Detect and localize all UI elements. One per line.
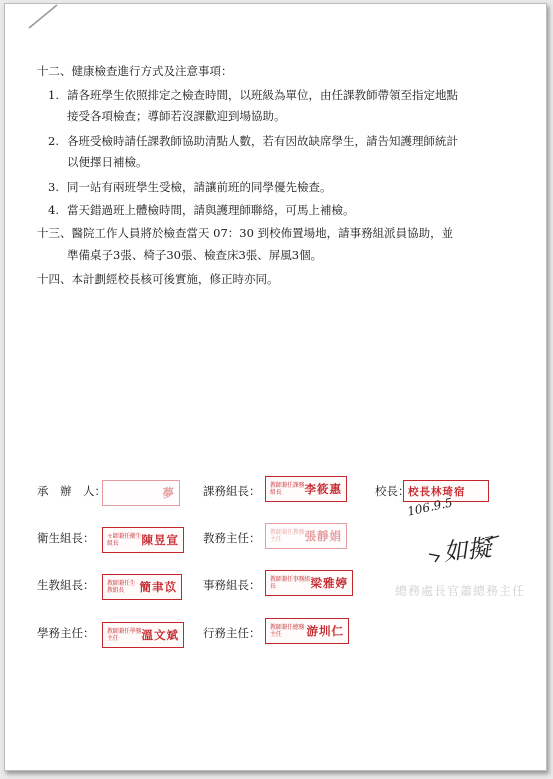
stamp-name: 溫文斌	[141, 628, 179, 642]
document-page	[4, 3, 547, 771]
stamp-title: 教師兼任學務主任	[107, 628, 142, 642]
stamp-course-head	[265, 476, 347, 502]
section-14-heading: 十四、本計劃經校長核可後實施，修正時亦同。	[37, 272, 279, 286]
label-general-affairs-director: 行務主任：	[203, 626, 261, 640]
item-2-line-2: 以便擇日補檢。	[67, 155, 148, 169]
stamp-hygiene-head	[102, 527, 184, 553]
approval-strokes	[425, 534, 505, 564]
stamp-name: 張靜娟	[304, 529, 342, 543]
approval-date: 106.9.5	[406, 495, 454, 519]
stamp-academic-director	[265, 523, 347, 549]
label-affairs-head: 事務組長：	[203, 578, 261, 592]
label-student-affairs-director: 學務主任：	[37, 626, 95, 640]
stamp-affairs-head	[265, 570, 353, 596]
section-13-continuation: 準備桌子3張、椅子30張、檢查床3張、屏風3個。	[67, 248, 323, 262]
stamp-name: 陳昱宣	[141, 533, 179, 547]
stamp-title: 教師兼任事務組長	[270, 576, 310, 590]
stamp-general-affairs-director	[265, 618, 349, 644]
item-number: 1.	[48, 88, 59, 102]
stamp-name: 簡聿苡	[139, 580, 177, 594]
fold-line	[5, 4, 546, 64]
label-handler: 承 辦 人：	[37, 484, 106, 498]
label-principal: 校長：	[375, 484, 410, 498]
stamp-title: 教師兼任生教組長	[107, 580, 136, 594]
item-1-line-2: 接受各項檢查；導師若沒課歡迎到場協助。	[67, 109, 286, 123]
item-line: 同一站有兩班學生受檢，請讓前班的同學優先檢查。	[67, 180, 332, 194]
stamp-name: 李筱惠	[304, 482, 342, 496]
stamp-student-affairs-director	[102, 622, 184, 648]
stamp-discipline-head	[102, 574, 182, 600]
stamp-title: 教師兼任課務組長	[270, 482, 305, 496]
stamp-name: 校長林琦宿	[408, 485, 466, 498]
label-discipline-head: 生教組長：	[37, 578, 95, 592]
stamp-name: 夢	[137, 486, 175, 500]
stamp-name: 游圳仁	[306, 624, 344, 638]
label-hygiene-head: 衛生組長：	[37, 531, 95, 545]
approval-handwriting: 如擬	[441, 533, 493, 567]
label-academic-director: 教務主任：	[203, 531, 261, 545]
section-13-heading: 十三、醫院工作人員將於檢查當天 07：30 到校佈置場地，請事務組派員協助，並	[37, 226, 454, 240]
stamp-title: 教師兼任總務主任	[270, 624, 305, 638]
item-line: 請各班學生依照排定之檢查時間，以班級為單位，由任課教師帶領至指定地點	[67, 88, 458, 102]
stamp-title: ㄝ師兼任衛生組長	[107, 533, 142, 547]
item-line: 當天錯過班上體檢時間，請與護理師聯絡，可馬上補檢。	[67, 203, 355, 217]
item-number: 4.	[48, 203, 59, 217]
faint-note: 總務處長官蕭總務主任	[395, 584, 526, 598]
item-line: 各班受檢時請任課教師協助清點人數，若有因故缺席學生，請告知護理師統計	[67, 134, 458, 148]
item-number: 3.	[48, 180, 59, 194]
stamp-handler	[102, 480, 180, 506]
stamp-name: 梁雅婷	[310, 576, 348, 590]
label-course-head: 課務組長：	[203, 484, 261, 498]
stamp-title: 教師兼任教務主任	[270, 529, 305, 543]
section-12-heading: 十二、健康檢查進行方式及注意事項：	[37, 64, 233, 78]
item-number: 2.	[48, 134, 59, 148]
